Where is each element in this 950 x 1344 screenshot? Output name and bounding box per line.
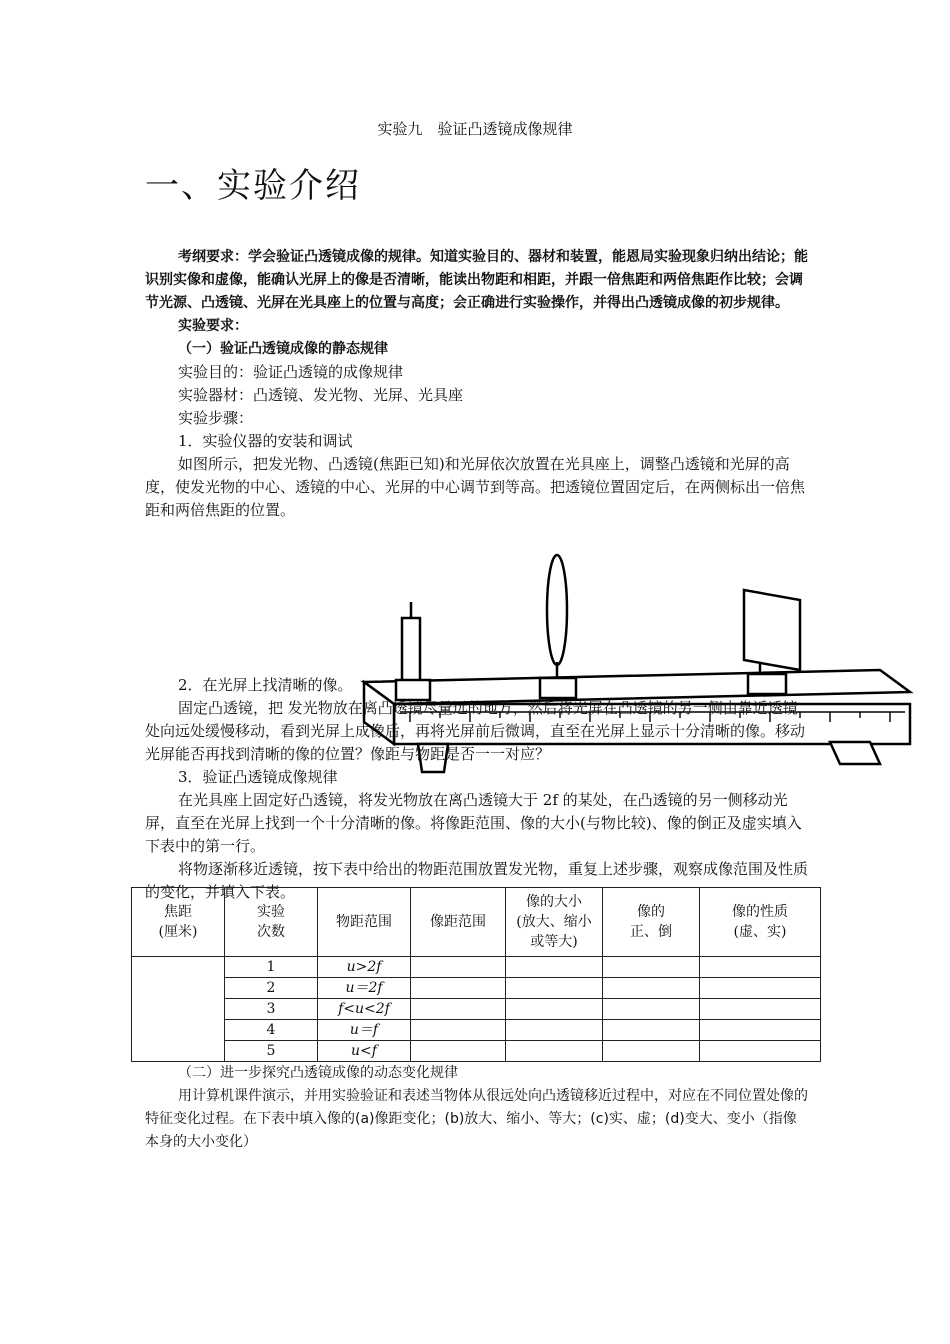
steps-2-3-block <box>145 674 810 904</box>
header-object-distance: 物距范围 <box>318 888 411 957</box>
experiment-purpose: 实验目的：验证凸透镜的成像规律 <box>178 363 404 381</box>
experiment-requirement-label: 实验要求： <box>178 318 248 334</box>
table-row <box>132 978 821 999</box>
step2-text: 固定凸透镜，把 发光物放在离凸透镜尽量远的地方，然后将光屏在凸透镜的另一侧由靠近透镜处向远处缓慢移动，看到光屏上成像后，再将光屏前后微调，直至在光屏上显示十分清晰的像。移动光屏能否再找到清晰的像的位置？像距与物距是否一一对应？ <box>145 699 806 763</box>
step2-title: 2．在光屏上找清晰的像。 <box>178 676 353 694</box>
step3-text-1: 在光具座上固定好凸透镜，将发光物放在离凸透镜大于 2f 的某处，在凸透镜的另一侧移动光屏，直至在光屏上找到一个十分清晰的像。将像距范围、像的大小(与物比较)、像的倒正及虚实填入下表中的第一行。 <box>145 791 802 855</box>
experiment-equipment: 实验器材：凸透镜、发光物、光屏、光具座 <box>178 386 464 404</box>
exam-requirement: 考纲要求：学会验证凸透镜成像的规律。知道实验目的、器材和装置，能恩局实验现象归纳出结论；能识别实像和虚像，能确认光屏上的像是否清晰，能读出物距和相距，并跟一倍焦距和两倍焦距作比较；会调节光源、凸透镜、光屏在光具座上的位置与高度；会正确进行实验操作，并得出凸透镜成像的初步规律。 <box>145 249 808 311</box>
step1-title: 1．实验仪器的安装和调试 <box>178 432 353 450</box>
step3-text-2: 将物逐渐移近透镜，按下表中给出的物距范围放置发光物，重复上述步骤，观察成像范围及性质的变化，并填入下表。 <box>145 860 809 901</box>
object-distance-cell: f<u<2f <box>318 999 411 1020</box>
object-distance-cell: u＝2f <box>318 978 411 999</box>
part2-title: （二）进一步探究凸透镜成像的动态变化规律 <box>178 1065 458 1081</box>
table-header-row <box>132 888 821 957</box>
intro-block <box>145 246 810 522</box>
part2-text: 用计算机课件演示，并用实验验证和表述当物体从很远处向凸透镜移近过程中，对应在不同位置处像的特征变化过程。在下表中填入像的(a)像距变化；(b)放大、缩小、等大；(c)实、虚；(d)变大、变小（指像本身的大小变化） <box>145 1088 808 1150</box>
table-row <box>132 1020 821 1041</box>
trial-number-cell: 1 <box>225 957 318 978</box>
section-heading: 一、实验介绍 <box>145 166 361 206</box>
table-row <box>132 1041 821 1062</box>
object-distance-cell: u>2f <box>318 957 411 978</box>
trial-number-cell: 5 <box>225 1041 318 1062</box>
header-image-distance: 像距范围 <box>411 888 506 957</box>
table-row <box>132 999 821 1020</box>
header-focal-length: 焦距 (厘米) <box>132 888 225 957</box>
trial-number-cell: 4 <box>225 1020 318 1041</box>
table-row <box>132 957 821 978</box>
steps-label: 实验步骤： <box>178 409 254 427</box>
header-image-orientation: 像的 正、倒 <box>603 888 700 957</box>
step1-text: 如图所示，把发光物、凸透镜(焦距已知)和光屏依次放置在光具座上，调整凸透镜和光屏的高度，使发光物的中心、透镜的中心、光屏的中心调节到等高。把透镜位置固定后，在两侧标出一倍焦距和两倍焦距的位置。 <box>145 455 806 519</box>
part2-block <box>145 1062 810 1154</box>
object-distance-cell: u＝f <box>318 1020 411 1041</box>
trial-number-cell: 3 <box>225 999 318 1020</box>
header-trial-number: 实验 次数 <box>225 888 318 957</box>
light-screen <box>744 590 800 670</box>
header-image-nature: 像的性质 (虚、实) <box>700 888 821 957</box>
results-table <box>131 887 821 1062</box>
step3-title: 3．验证凸透镜成像规律 <box>178 768 338 786</box>
focal-length-cell <box>132 957 225 1062</box>
document-title: 实验九 验证凸透镜成像规律 <box>377 120 573 138</box>
header-image-size: 像的大小 (放大、缩小 或等大) <box>506 888 603 957</box>
part1-title: （一）验证凸透镜成像的静态规律 <box>178 341 388 357</box>
trial-number-cell: 2 <box>225 978 318 999</box>
object-distance-cell: u<f <box>318 1041 411 1062</box>
convex-lens <box>547 555 567 665</box>
